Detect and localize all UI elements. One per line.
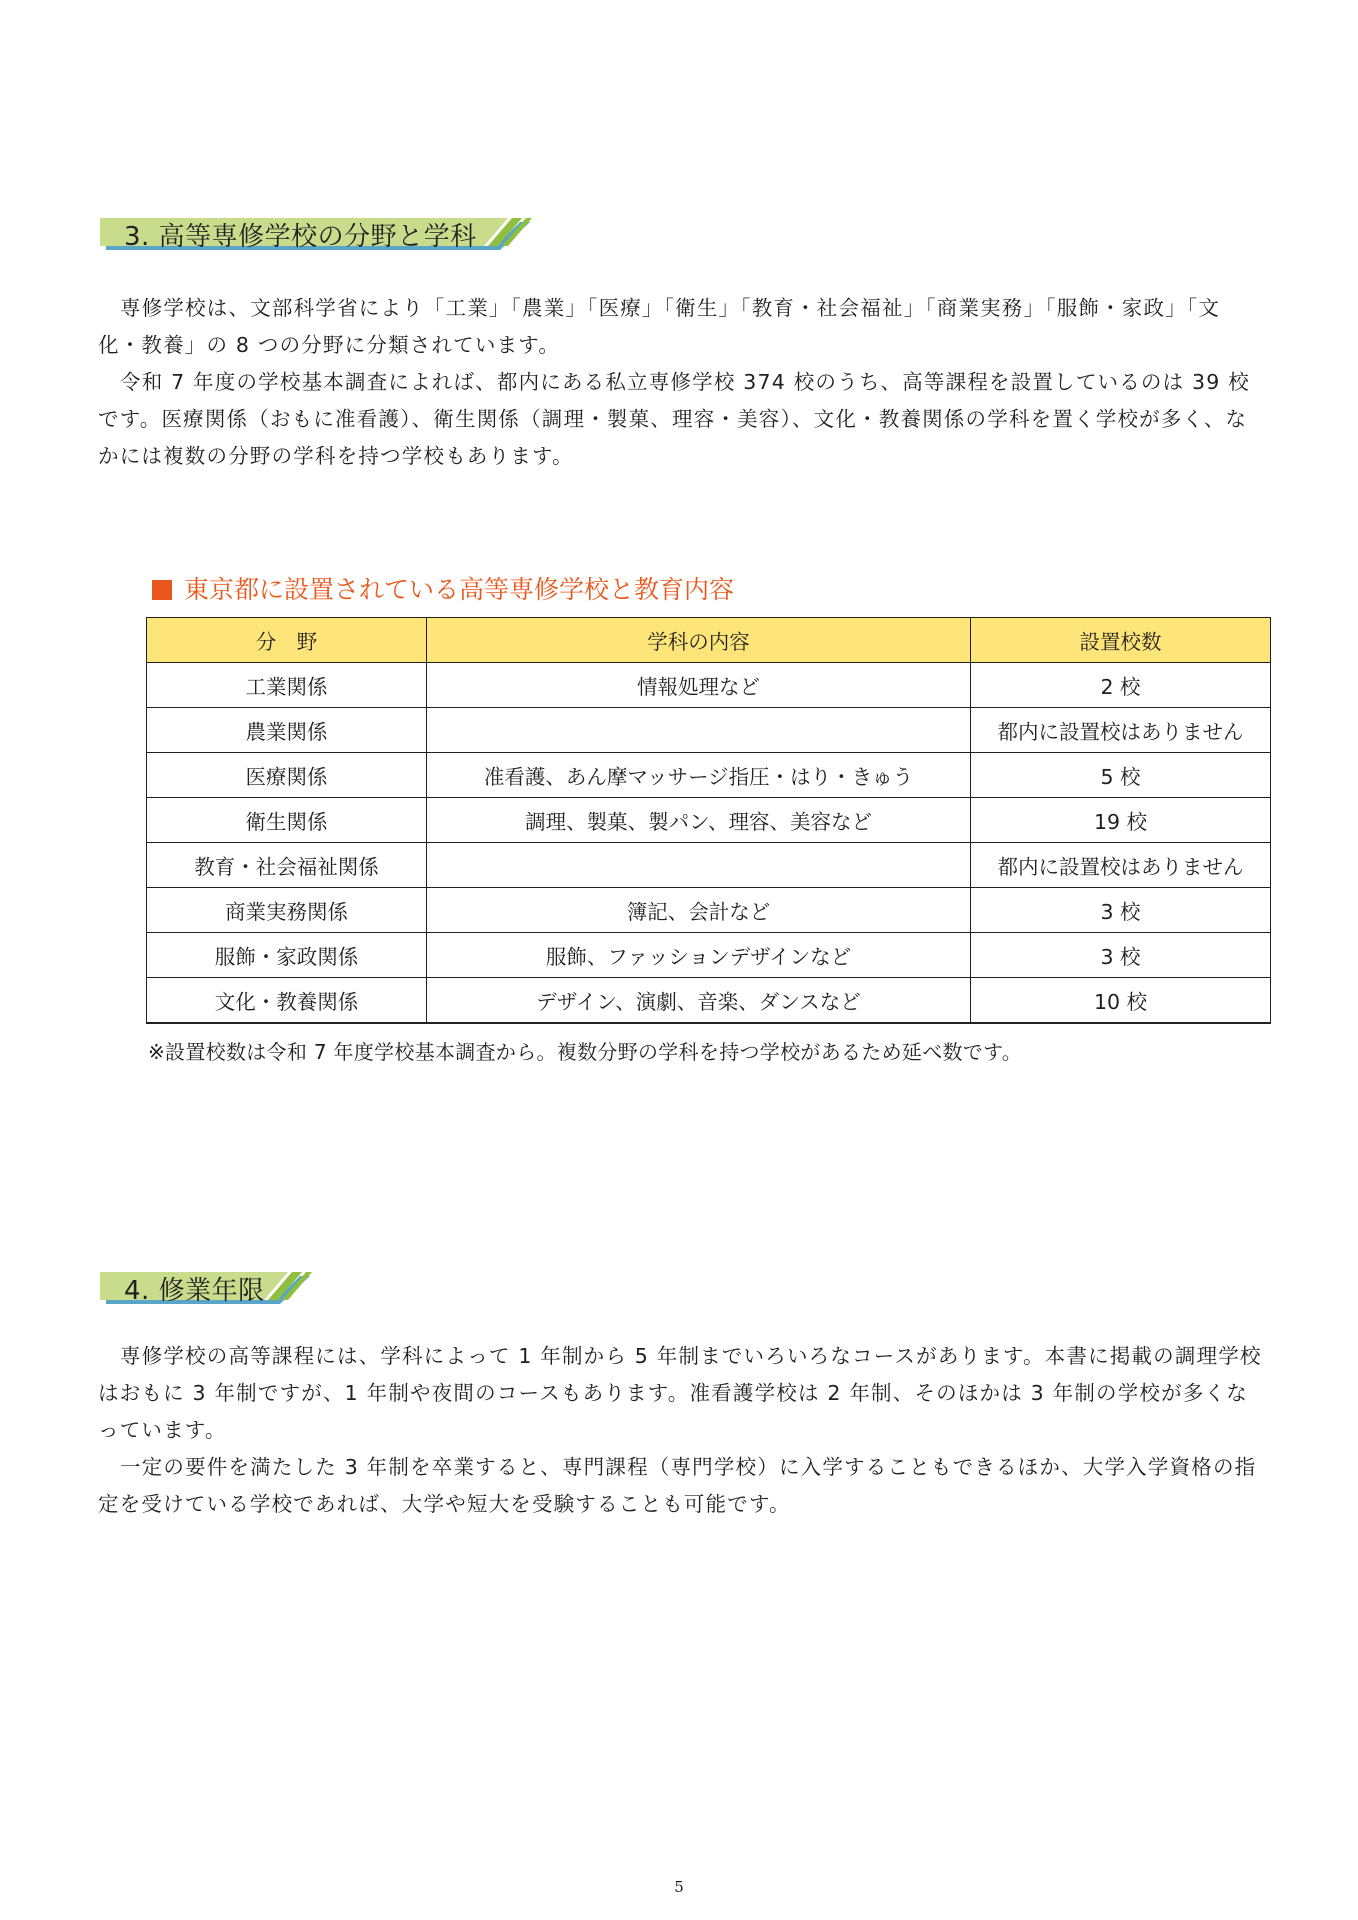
cell-field: 服飾・家政関係 bbox=[147, 933, 427, 978]
table-row bbox=[147, 978, 1271, 1024]
cell-count: 3 校 bbox=[971, 888, 1271, 933]
header-content: 学科の内容 bbox=[427, 618, 971, 663]
section4-paragraph-1: 専修学校の高等課程には、学科によって 1 年制から 5 年制までいろいろなコースがあります。本書に掲載の調理学校はおもに 3 年制ですが、1 年制や夜間のコースもあります。准看護学校は 2 年制、そのほかは 3 年制の学校が多くなっています。 bbox=[98, 1344, 1262, 1442]
cell-count: 都内に設置校はありません bbox=[971, 708, 1271, 753]
cell-field: 農業関係 bbox=[147, 708, 427, 753]
page-number: 5 bbox=[674, 1878, 684, 1896]
cell-content: 服飾、ファッションデザインなど bbox=[427, 933, 971, 978]
cell-field: 文化・教養関係 bbox=[147, 978, 427, 1024]
section4-body bbox=[98, 1338, 1263, 1523]
section4-paragraph-2: 一定の要件を満たした 3 年制を卒業すると、専門課程（専門学校）に入学することもできるほか、大学入学資格の指定を受けている学校であれば、大学や短大を受験することも可能です。 bbox=[98, 1455, 1257, 1516]
fields-table bbox=[146, 617, 1271, 1024]
table-header-row bbox=[147, 618, 1271, 663]
cell-field: 商業実務関係 bbox=[147, 888, 427, 933]
table-row bbox=[147, 663, 1271, 708]
section3-paragraph-1: 専修学校は、文部科学省により「工業」「農業」「医療」「衛生」「教育・社会福祉」「商業実務」「服飾・家政」「文化・教養」の 8 つの分野に分類されています。 bbox=[98, 296, 1221, 357]
section3-paragraph-2: 令和 7 年度の学校基本調査によれば、都内にある私立専修学校 374 校のうち、高等課程を設置しているのは 39 校です。医療関係（おもに准看護）、衛生関係（調理・製菓、理容・美容）、文化・教養関係の学科を置く学校が多く、なかには複数の分野の学科を持つ学校もあります。 bbox=[98, 370, 1250, 468]
table-note: ※設置校数は令和 7 年度学校基本調査から。複数分野の学科を持つ学校があるため延べ数です。 bbox=[148, 1040, 1023, 1064]
table-row bbox=[147, 753, 1271, 798]
cell-field: 衛生関係 bbox=[147, 798, 427, 843]
cell-content: デザイン、演劇、音楽、ダンスなど bbox=[427, 978, 971, 1024]
section4-heading bbox=[100, 1270, 320, 1312]
table-title bbox=[152, 574, 734, 606]
cell-count: 2 校 bbox=[971, 663, 1271, 708]
cell-count: 3 校 bbox=[971, 933, 1271, 978]
cell-count: 都内に設置校はありません bbox=[971, 843, 1271, 888]
table-row bbox=[147, 888, 1271, 933]
table-title-text: 東京都に設置されている高等専修学校と教育内容 bbox=[184, 575, 735, 604]
cell-field: 工業関係 bbox=[147, 663, 427, 708]
cell-content: 調理、製菓、製パン、理容、美容など bbox=[427, 798, 971, 843]
section3-body bbox=[98, 290, 1263, 475]
section4-title: 4. 修業年限 bbox=[124, 1276, 265, 1306]
table-row bbox=[147, 843, 1271, 888]
cell-content: 簿記、会計など bbox=[427, 888, 971, 933]
section3-title: 3. 高等専修学校の分野と学科 bbox=[124, 222, 477, 252]
cell-count: 19 校 bbox=[971, 798, 1271, 843]
cell-content bbox=[427, 708, 971, 753]
cell-content bbox=[427, 843, 971, 888]
cell-content: 情報処理など bbox=[427, 663, 971, 708]
cell-count: 10 校 bbox=[971, 978, 1271, 1024]
cell-field: 教育・社会福祉関係 bbox=[147, 843, 427, 888]
table-row bbox=[147, 933, 1271, 978]
section3-heading bbox=[100, 216, 540, 258]
orange-square-icon bbox=[152, 580, 172, 600]
table-row bbox=[147, 798, 1271, 843]
cell-field: 医療関係 bbox=[147, 753, 427, 798]
header-field: 分 野 bbox=[147, 618, 427, 663]
cell-content: 准看護、あん摩マッサージ指圧・はり・きゅう bbox=[427, 753, 971, 798]
header-count: 設置校数 bbox=[971, 618, 1271, 663]
table-row bbox=[147, 708, 1271, 753]
cell-count: 5 校 bbox=[971, 753, 1271, 798]
